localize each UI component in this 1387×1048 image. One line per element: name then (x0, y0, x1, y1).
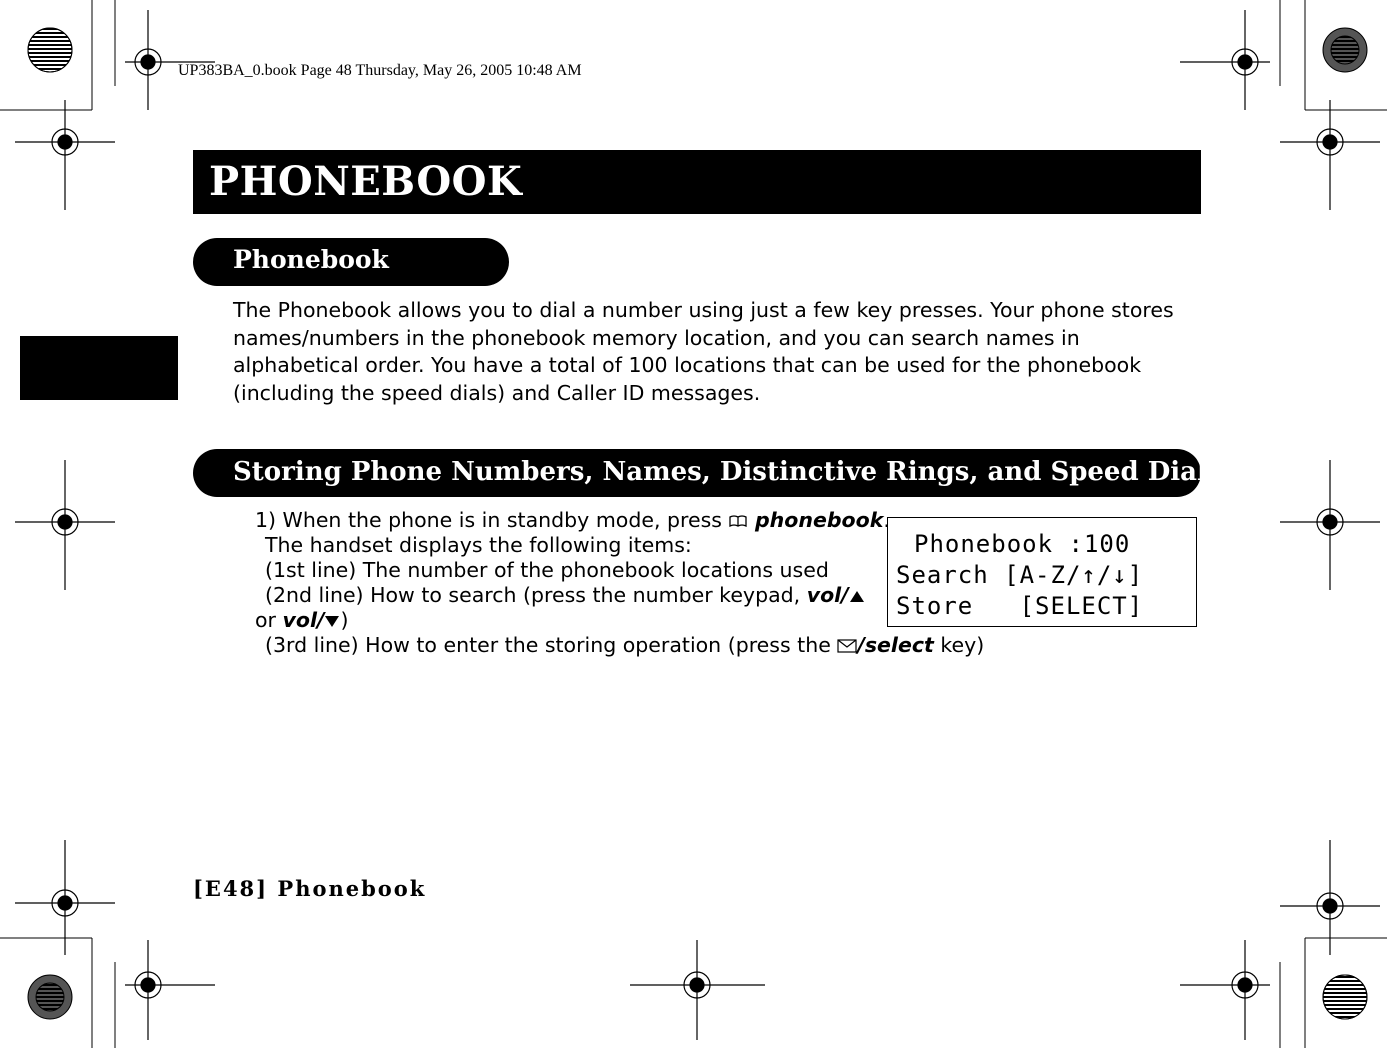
triangle-down-icon (324, 614, 340, 628)
print-header: UP383BA_0.book Page 48 Thursday, May 26, 2005 10:48 AM (178, 62, 582, 79)
section-heading-label: Phonebook (233, 245, 389, 274)
step-line: (1st line) The number of the phonebook locations used (265, 558, 829, 582)
book-icon (728, 514, 748, 528)
section-heading-phonebook (193, 238, 509, 286)
chapter-title: PHONEBOOK (209, 158, 523, 205)
intro-line: (including the speed dials) and Caller ID messages. (233, 380, 761, 405)
step-line: The handset displays the following items: (265, 533, 692, 557)
section-heading-label: Storing Phone Numbers, Names, Distinctive Rings, and Speed Dial (233, 457, 1207, 487)
step-line: or vol/ ) (255, 608, 349, 632)
lcd-line: Phonebook :100 (914, 530, 1131, 558)
lcd-line: Store [SELECT] (896, 592, 1144, 620)
intro-paragraph (233, 297, 1198, 407)
handset-lcd-display (887, 517, 1197, 627)
intro-line: names/numbers in the phonebook memory location, and you can search names in (233, 325, 1080, 350)
step-line: 1) When the phone is in standby mode, press phonebook. (255, 508, 890, 532)
lcd-line: Search [A-Z/↑/↓] (896, 561, 1144, 589)
page-footer: [E48] Phonebook (193, 876, 427, 901)
envelope-icon (837, 639, 857, 653)
intro-line: The Phonebook allows you to dial a number using just a few key presses. Your phone stores (233, 298, 1174, 322)
section-heading-storing (193, 449, 1207, 497)
step-line: (2nd line) How to search (press the number keypad, vol/ (255, 583, 984, 608)
chapter-side-tab (20, 336, 178, 400)
triangle-up-icon (849, 589, 865, 603)
chapter-title-bar (193, 150, 1201, 214)
intro-line: alphabetical order. You have a total of 100 locations that can be used for the phonebook (233, 353, 1142, 377)
step-1 (255, 508, 984, 658)
step-line: (3rd line) How to enter the storing operation (press the /select key) (265, 633, 985, 657)
